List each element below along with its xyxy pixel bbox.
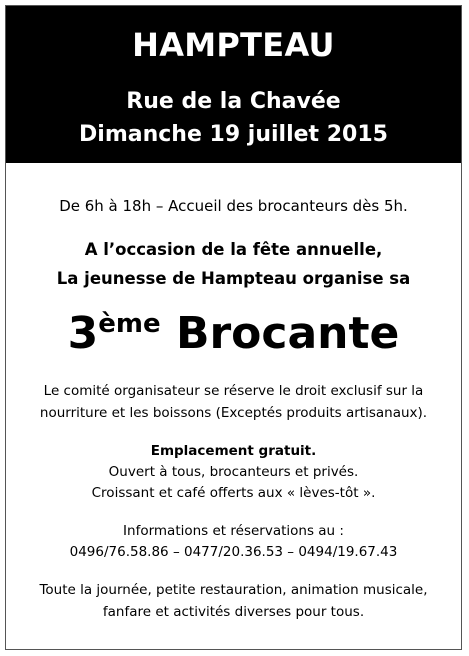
header-banner (6, 6, 461, 163)
event-ordinal-suffix: ème (98, 309, 161, 339)
event-date: Dimanche 19 juillet 2015 (79, 122, 388, 147)
closing-line-2: fanfare et activités diverses pour tous. (102, 604, 365, 620)
committee-line-2: nourriture et les boissons (Exceptés produits artisanaux). (39, 405, 428, 421)
info-label: Informations et réservations au : (123, 523, 344, 539)
emplacement-line-2: Croissant et café offerts aux « lèves-tôt ». (91, 485, 376, 501)
info-phones: 0496/76.58.86 – 0477/20.36.53 – 0494/19.67.43 (69, 544, 398, 560)
lead-line-2: La jeunesse de Hampteau organise sa (56, 269, 411, 288)
emplacement-line-1: Ouvert à tous, brocanteurs et privés. (108, 464, 359, 480)
street-name: Rue de la Chavée (126, 89, 341, 114)
emplacement-title: Emplacement gratuit. (150, 443, 317, 459)
event-title (6, 306, 461, 362)
lead-line-1: A l’occasion de la fête annuelle, (84, 240, 383, 259)
poster (5, 5, 462, 650)
committee-line-1: Le comité organisateur se réserve le droit exclusif sur la (43, 383, 424, 399)
event-name: Brocante (175, 308, 400, 359)
event-number: 3 (67, 308, 99, 359)
opening-hours: De 6h à 18h – Accueil des brocanteurs dès 5h. (59, 197, 408, 215)
town-title: HAMPTEAU (132, 26, 335, 64)
closing-line-1: Toute la journée, petite restauration, animation musicale, (39, 582, 428, 598)
